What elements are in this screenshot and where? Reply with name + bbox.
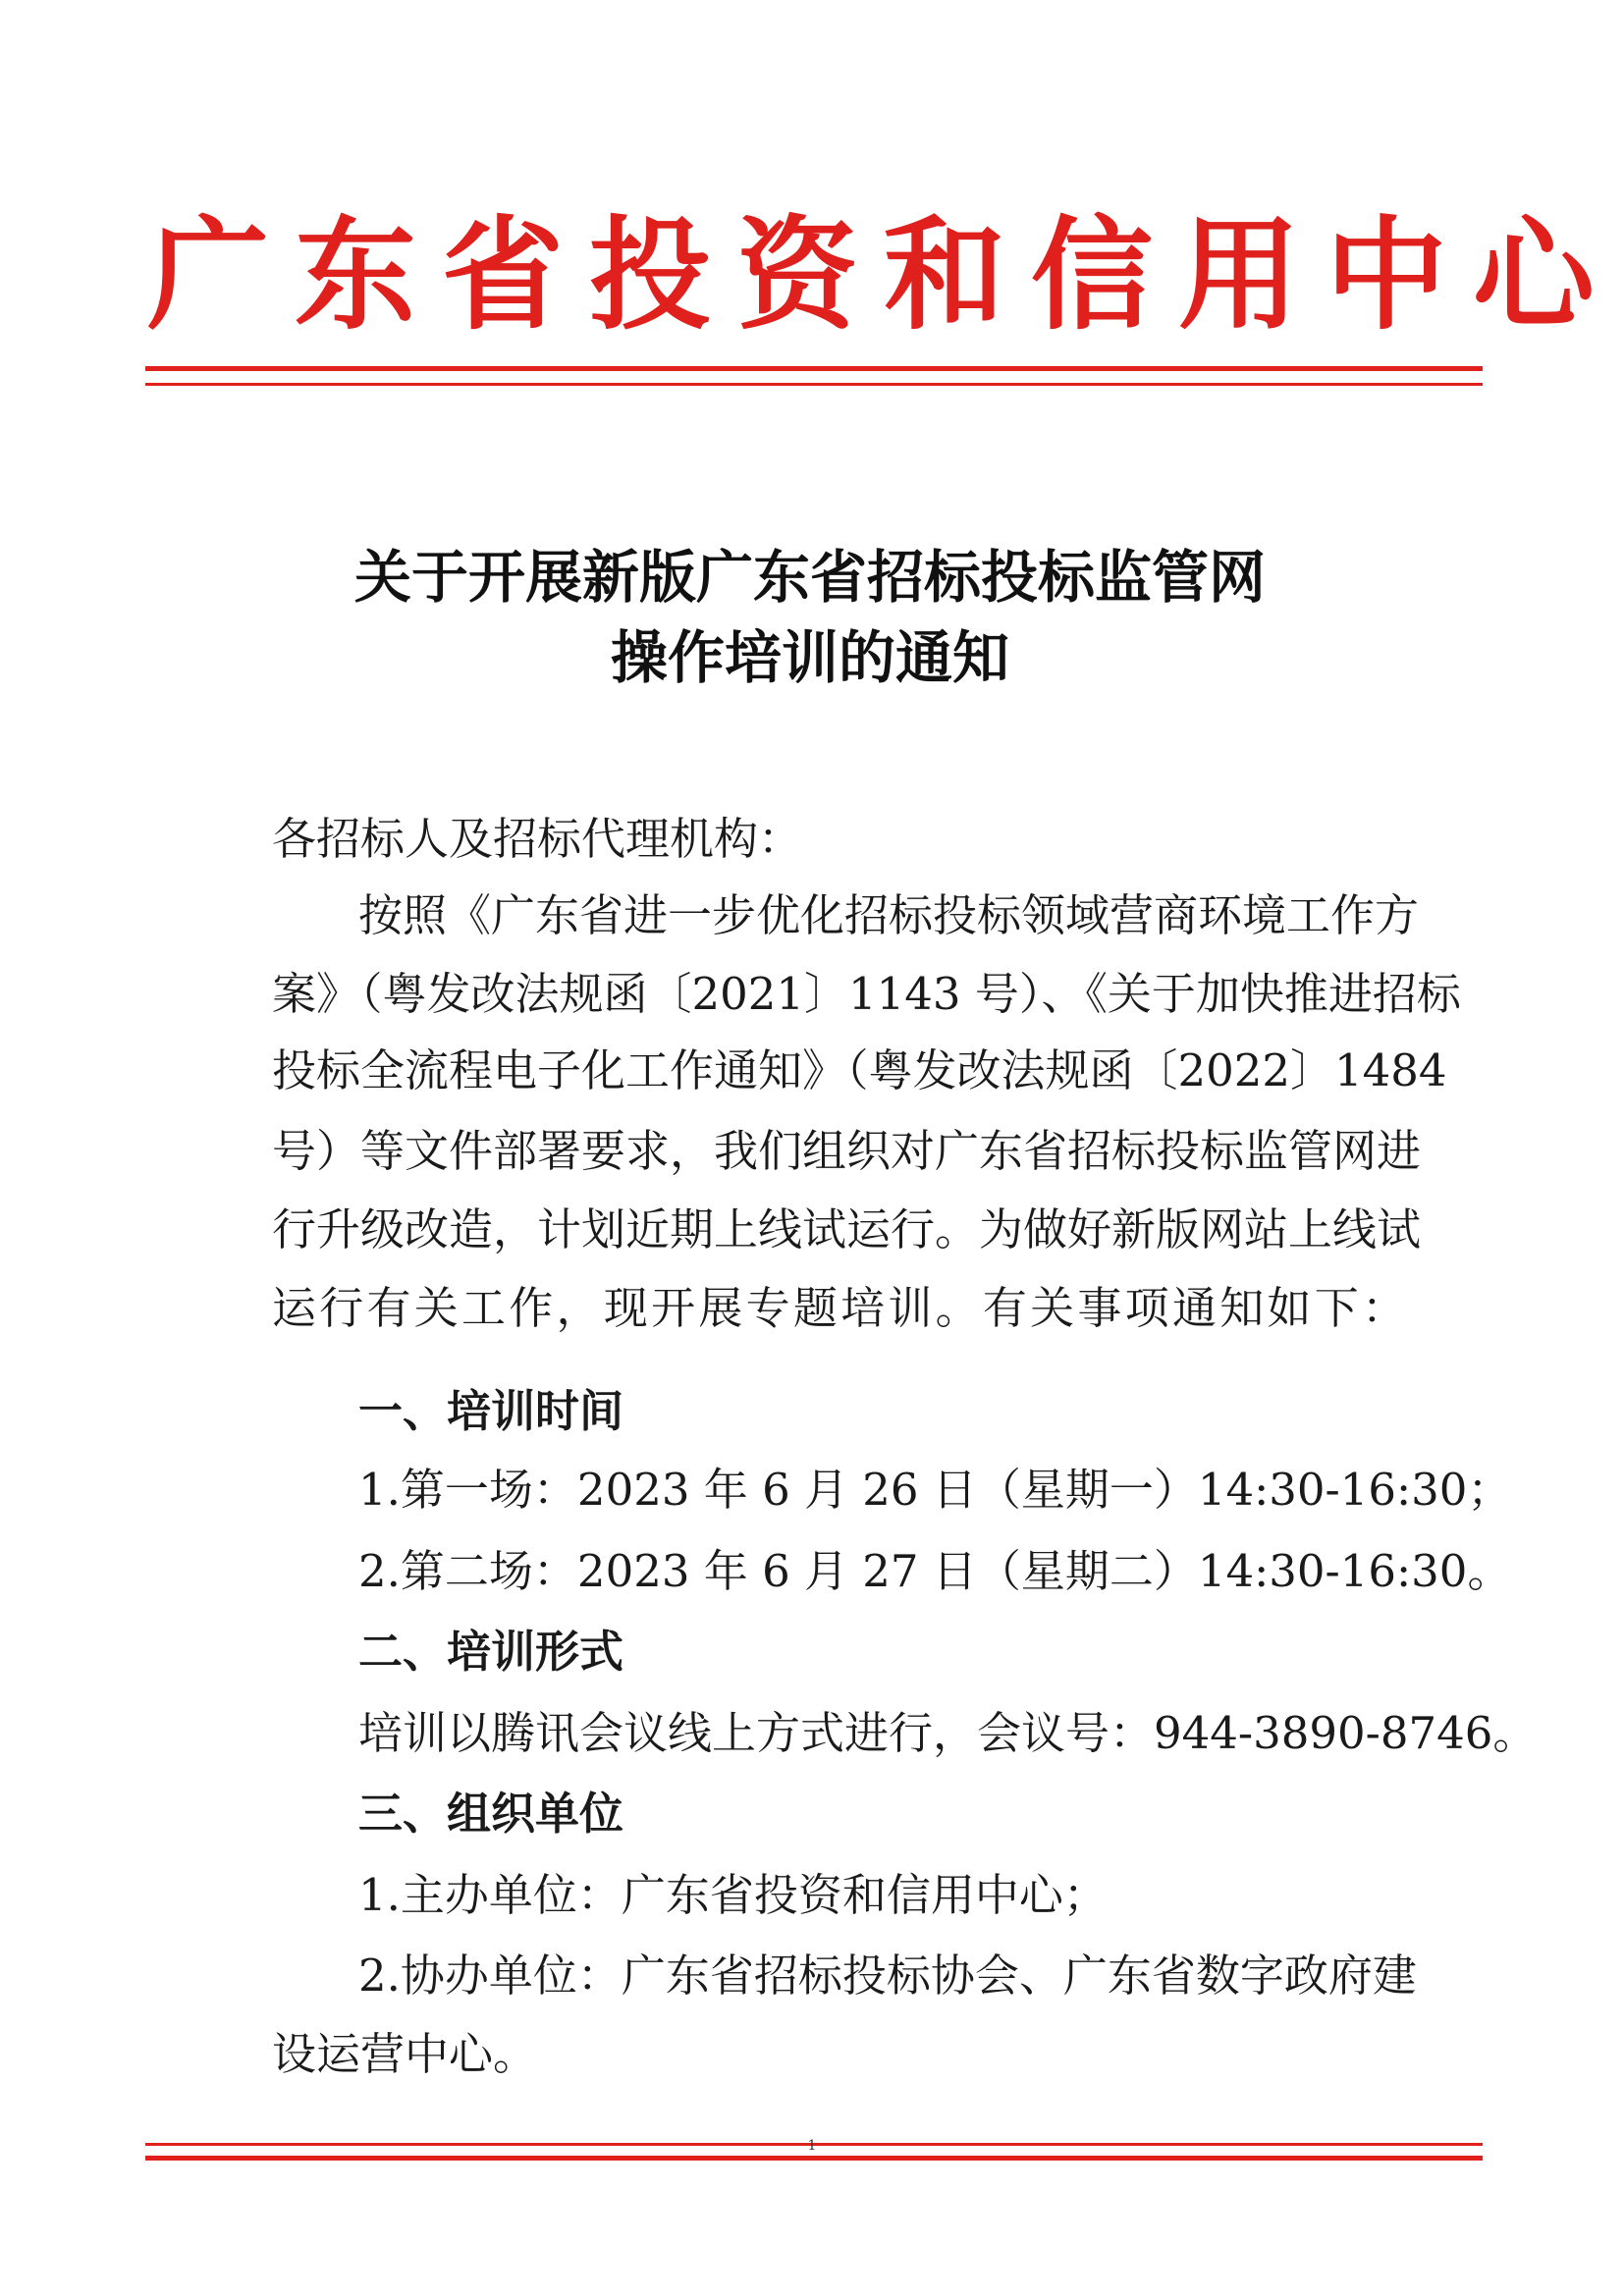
header-rule-thick — [145, 366, 1483, 371]
training-format-text: 培训以腾讯会议线上方式进行，会议号：944-3890-8746。 — [358, 1707, 1538, 1759]
footer-rule-thick — [145, 2156, 1483, 2161]
section-heading-training-format: 二、培训形式 — [358, 1626, 624, 1678]
document-title-line-2: 操作培训的通知 — [610, 624, 1009, 691]
document-title-line-1: 关于开展新版广东省招标投标监管网 — [353, 544, 1266, 611]
intro-line: 行升级改造，计划近期上线试运行。为做好新版网站上线试 — [272, 1203, 1422, 1255]
organizer-item: 1.主办单位：广东省投资和信用中心； — [358, 1869, 1108, 1921]
organizer-item: 2.协办单位：广东省招标投标协会、广东省数字政府建 — [358, 1949, 1417, 2002]
org-header: 广东省投资和信用中心 — [147, 205, 1621, 347]
organizer-item-continued: 设运营中心。 — [272, 2028, 538, 2080]
salutation: 各招标人及招标代理机构： — [272, 813, 803, 865]
intro-line: 案》（粤发改法规函〔2021〕1143 号）、《关于加快推进招标 — [272, 968, 1461, 1020]
training-session-item: 2.第二场：2023 年 6 月 27 日（星期二）14:30-16:30。 — [358, 1545, 1512, 1597]
page-number: 1 — [807, 2138, 817, 2154]
intro-line: 号）等文件部署要求，我们组织对广东省招标投标监管网进 — [272, 1125, 1422, 1177]
intro-line: 按照《广东省进一步优化招标投标领域营商环境工作方 — [358, 889, 1420, 941]
intro-line: 运行有关工作，现开展专题培训。有关事项通知如下： — [272, 1282, 1406, 1334]
section-heading-organizers: 三、组织单位 — [358, 1788, 624, 1840]
section-heading-training-time: 一、培训时间 — [358, 1385, 624, 1437]
training-session-item: 1.第一场：2023 年 6 月 26 日（星期一）14:30-16:30； — [358, 1464, 1512, 1516]
intro-line: 投标全流程电子化工作通知》（粤发改法规函〔2022〕1484 — [272, 1044, 1447, 1096]
header-rule-thin — [145, 383, 1483, 386]
